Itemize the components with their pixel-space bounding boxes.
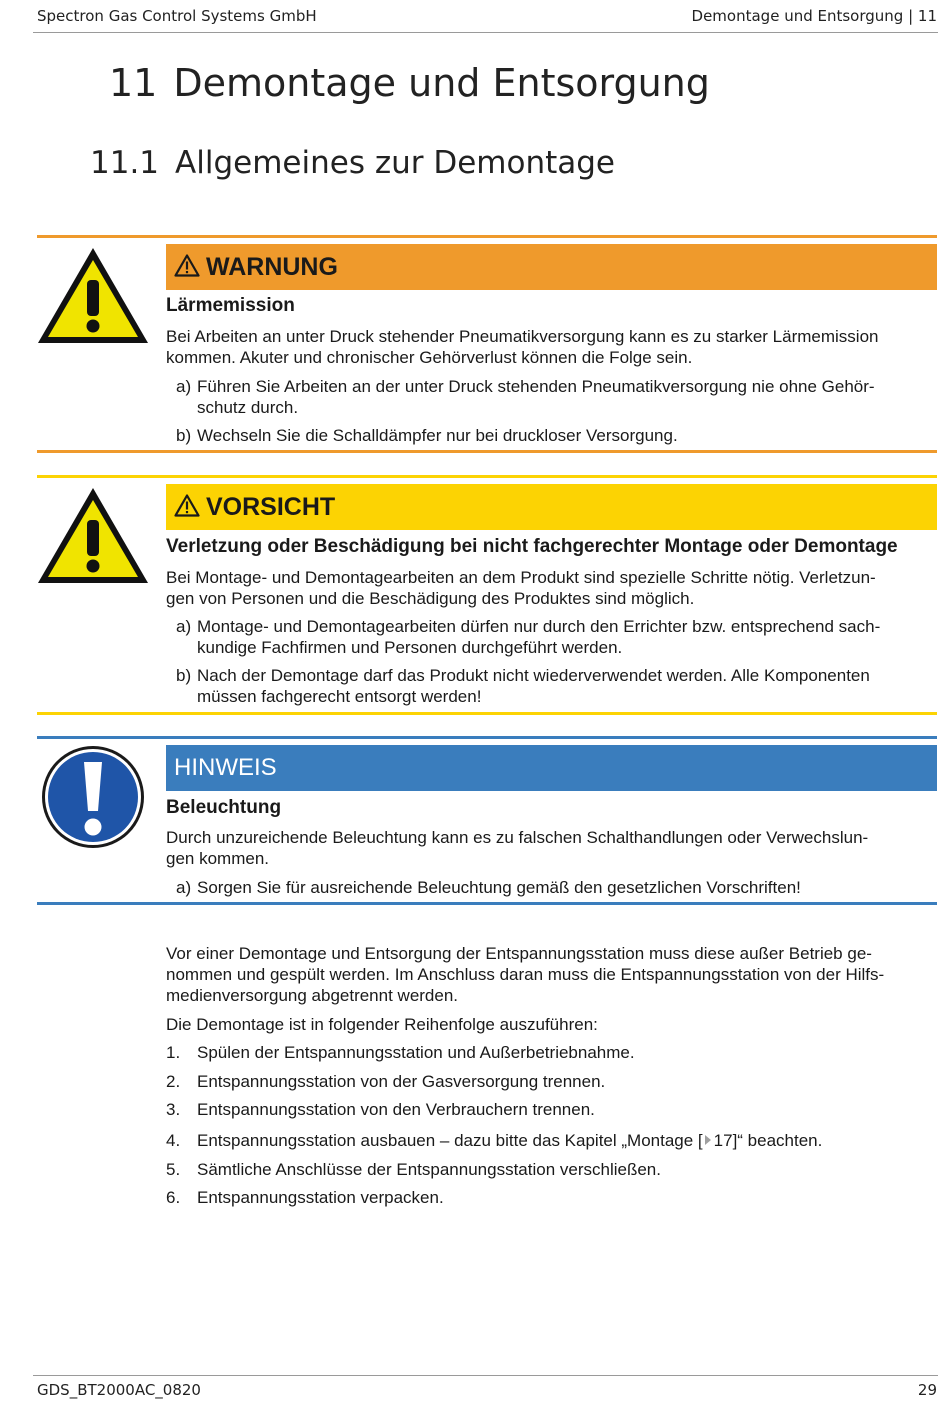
warnung-bottom-bar [37,450,937,453]
vorsicht-bottom-bar [37,712,937,715]
step-label: 2. [166,1072,181,1091]
item-line: Führen Sie Arbeiten an der unter Druck stehenden Pneumatikversorgung nie ohne Gehör- [197,377,875,396]
intro-paragraph [166,943,931,1006]
warning-triangle-icon [36,486,150,586]
item-line: müssen fachgerecht entsorgt werden! [197,687,482,706]
warnung-signal-bar [166,244,937,290]
item-line: Wechseln Sie die Schalldämpfer nur bei druckloser Versorgung. [197,426,678,445]
text-line: gen kommen. [166,849,269,868]
chapter-number: 11 [109,61,158,105]
step-label: 5. [166,1160,181,1179]
text-line: kommen. Akuter und chronischer Gehörverlust können die Folge sein. [166,348,693,367]
section-number: 11.1 [90,145,160,181]
item-label: a) [176,617,192,636]
text-line: nommen und gespült werden. Im Anschluss daran muss die Entspannungsstation von der Hilfs- [166,965,885,984]
warning-triangle-icon [36,246,150,346]
text-line: Vor einer Demontage und Entsorgung der Entspannungsstation muss diese außer Betrieb ge- [166,944,872,963]
footer-doc-id: GDS_BT2000AC_0820 [37,1381,201,1399]
chapter-heading [109,61,710,105]
page-link-arrow-icon [705,1135,711,1145]
warnung-text [166,326,931,368]
item-label: a) [176,377,192,396]
item-label: b) [176,426,192,445]
item-line: Montage- und Demontagearbeiten dürfen nur durch den Errichter bzw. entsprechend sach- [197,617,881,636]
item-label: a) [176,878,192,897]
item-line: schutz durch. [197,398,299,417]
step-label: 1. [166,1043,181,1062]
hinweis-signal-word: HINWEIS [174,754,277,781]
section-heading [90,145,615,181]
small-warning-icon [174,494,200,517]
hinweis-title: Beleuchtung [166,797,282,818]
step-label: 6. [166,1188,181,1207]
item-label: b) [176,666,192,685]
text-line: Durch unzureichende Beleuchtung kann es zu falschen Schalthandlungen oder Verwechslun- [166,828,869,847]
item-line: Nach der Demontage darf das Produkt nicht wiederverwendet werden. Alle Komponenten [197,666,870,685]
footer-page-number: 29 [917,1381,937,1399]
warnung-title: Lärmemission [166,295,295,316]
step-text: Entspannungsstation von den Verbrauchern trennen. [197,1100,595,1119]
step-text: Entspannungsstation verpacken. [197,1188,444,1207]
text-line: Bei Montage- und Demontagearbeiten an dem Produkt sind spezielle Schritte nötig. Verletzun- [166,568,876,587]
step-text-before: Entspannungsstation ausbauen – dazu bitte das Kapitel „Montage [ [197,1131,703,1150]
footer-rule [33,1375,938,1376]
small-warning-icon [174,254,200,277]
chapter-title: Demontage und Entsorgung [173,61,710,105]
order-text: Die Demontage ist in folgender Reihenfolge auszuführen: [166,1015,598,1034]
step-label: 3. [166,1100,181,1119]
item-line: kundige Fachfirmen und Personen durchgeführt werden. [197,638,623,657]
step-label: 4. [166,1131,181,1150]
text-line: gen von Personen und die Beschädigung des Produktes sind möglich. [166,589,695,608]
step-text [197,1130,822,1151]
step-text: Sämtliche Anschlüsse der Entspannungsstation verschließen. [197,1160,661,1179]
section-title: Allgemeines zur Demontage [175,145,615,181]
step-text: Entspannungsstation von der Gasversorgung trennen. [197,1072,606,1091]
mandatory-exclamation-icon [41,745,145,849]
hinweis-bottom-bar [37,902,937,905]
step-text-after: ]“ beachten. [732,1131,823,1150]
warnung-top-bar [37,235,937,238]
warnung-signal-word: WARNUNG [206,253,338,281]
hinweis-text [166,827,931,869]
text-line: Bei Arbeiten an unter Druck stehender Pneumatikversorgung kann es zu starker Lärmemission [166,327,879,346]
hinweis-signal-bar [166,745,937,791]
step-text: Spülen der Entspannungsstation und Außerbetriebnahme. [197,1043,635,1062]
header-section: Demontage und Entsorgung | 11 [691,7,937,25]
item-line: Sorgen Sie für ausreichende Beleuchtung gemäß den gesetzlichen Vorschriften! [197,878,801,897]
vorsicht-title: Verletzung oder Beschädigung bei nicht fachgerechter Montage oder Demontage [166,536,898,557]
header-rule [33,32,938,33]
vorsicht-top-bar [37,475,937,478]
vorsicht-signal-word: VORSICHT [206,493,336,521]
vorsicht-signal-bar [166,484,937,530]
header-company: Spectron Gas Control Systems GmbH [37,7,317,25]
page-reference-link[interactable]: 17 [713,1131,733,1150]
vorsicht-text [166,567,931,609]
hinweis-top-bar [37,736,937,739]
text-line: medienversorgung abgetrennt werden. [166,986,459,1005]
